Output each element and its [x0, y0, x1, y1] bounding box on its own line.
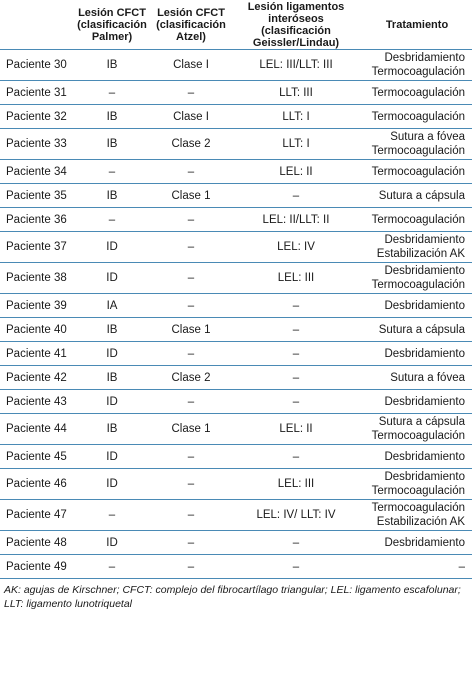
ligament-cell: LEL: II/LLT: II — [230, 208, 362, 232]
patient-cell: Paciente 43 — [0, 390, 72, 414]
table-header-row — [0, 0, 472, 50]
cfct-atzel-cell: – — [152, 555, 230, 579]
treatment-cell — [362, 81, 472, 105]
treatment-line: Termocoagulación — [371, 502, 465, 514]
treatment-cell — [362, 232, 472, 263]
table-footnote: AK: agujas de Kirschner; CFCT: complejo del fibrocartílago triangular; LEL: ligamento escafolunar; LLT: ligamento lunotriquetal — [4, 584, 461, 610]
table-row — [0, 366, 472, 390]
cfct-palmer-cell: – — [72, 81, 152, 105]
treatment-cell — [362, 469, 472, 500]
treatment-line: Termocoagulación — [371, 279, 465, 291]
header-line: Lesión CFCT — [78, 6, 146, 19]
table-row — [0, 342, 472, 366]
cfct-atzel-cell: – — [152, 531, 230, 555]
header-line: Geissler/Lindau) — [252, 36, 340, 49]
header-line: Palmer) — [91, 30, 133, 43]
treatment-cell — [362, 555, 472, 579]
ligament-cell: – — [230, 531, 362, 555]
treatment-cell — [362, 294, 472, 318]
ligament-cell: – — [230, 318, 362, 342]
table-row — [0, 129, 472, 160]
ligament-cell: LEL: IV/ LLT: IV — [230, 500, 362, 531]
ligament-cell: – — [230, 184, 362, 208]
table-row — [0, 555, 472, 579]
ligament-cell: LEL: II — [230, 414, 362, 445]
table-row — [0, 263, 472, 294]
table-row — [0, 105, 472, 129]
ligament-cell: – — [230, 294, 362, 318]
cfct-atzel-cell: – — [152, 500, 230, 531]
table-row — [0, 81, 472, 105]
treatment-cell — [362, 500, 472, 531]
treatment-line: Sutura a cápsula — [378, 189, 465, 202]
table-row — [0, 184, 472, 208]
cfct-atzel-cell: – — [152, 445, 230, 469]
treatment-line: Desbridamiento — [384, 347, 465, 360]
treatment-line: Desbridamiento — [384, 471, 465, 483]
patient-cell: Paciente 37 — [0, 232, 72, 263]
treatment-line: Desbridamiento — [384, 265, 465, 277]
cfct-atzel-cell: – — [152, 81, 230, 105]
cfct-atzel-cell: Clase 1 — [152, 414, 230, 445]
ligament-cell: – — [230, 342, 362, 366]
header-ligaments — [230, 0, 362, 50]
patient-cell: Paciente 34 — [0, 160, 72, 184]
header-line: Lesión ligamentos — [247, 0, 345, 13]
table-row — [0, 500, 472, 531]
cfct-atzel-cell: – — [152, 232, 230, 263]
table-row — [0, 318, 472, 342]
patient-cell: Paciente 47 — [0, 500, 72, 531]
header-line: (clasificación — [156, 18, 226, 31]
ligament-cell: LLT: I — [230, 129, 362, 160]
header-line: Lesión CFCT — [157, 6, 225, 19]
table-row — [0, 469, 472, 500]
cfct-atzel-cell: Clase 1 — [152, 184, 230, 208]
ligament-cell: LLT: I — [230, 105, 362, 129]
ligament-cell: LEL: III — [230, 263, 362, 294]
cfct-palmer-cell: ID — [72, 445, 152, 469]
header-line: Tratamiento — [385, 18, 449, 31]
patient-cell: Paciente 40 — [0, 318, 72, 342]
table-row — [0, 208, 472, 232]
table-row — [0, 414, 472, 445]
cfct-atzel-cell: Clase 2 — [152, 366, 230, 390]
header-cfct-palmer — [72, 0, 152, 50]
cfct-palmer-cell: – — [72, 555, 152, 579]
treatment-cell — [362, 390, 472, 414]
treatment-cell — [362, 50, 472, 81]
cfct-atzel-cell: – — [152, 342, 230, 366]
treatment-cell — [362, 129, 472, 160]
treatment-line: Sutura a fóvea — [390, 371, 465, 384]
patient-cell: Paciente 42 — [0, 366, 72, 390]
cfct-palmer-cell: IB — [72, 184, 152, 208]
ligament-cell: LLT: III — [230, 81, 362, 105]
treatment-line: Termocoagulación — [371, 213, 465, 226]
patient-cell: Paciente 48 — [0, 531, 72, 555]
cfct-atzel-cell: – — [152, 160, 230, 184]
ligament-cell: LEL: II — [230, 160, 362, 184]
ligament-cell: – — [230, 555, 362, 579]
cfct-palmer-cell: – — [72, 500, 152, 531]
treatment-line: Termocoagulación — [371, 66, 465, 78]
table-row — [0, 232, 472, 263]
header-line: (clasificación — [77, 18, 147, 31]
header-treatment — [362, 0, 472, 50]
cfct-atzel-cell: – — [152, 263, 230, 294]
ligament-cell: LEL: III/LLT: III — [230, 50, 362, 81]
treatment-line: Desbridamiento — [384, 52, 465, 64]
cfct-atzel-cell: – — [152, 294, 230, 318]
cfct-palmer-cell: IA — [72, 294, 152, 318]
cfct-palmer-cell: – — [72, 160, 152, 184]
cfct-palmer-cell: ID — [72, 469, 152, 500]
header-line: interóseos (clasificación — [261, 12, 331, 37]
ligament-cell: LEL: III — [230, 469, 362, 500]
table-row — [0, 294, 472, 318]
patient-cell: Paciente 44 — [0, 414, 72, 445]
cfct-palmer-cell: ID — [72, 263, 152, 294]
treatment-line: Termocoagulación — [371, 110, 465, 123]
treatment-line: Termocoagulación — [371, 86, 465, 99]
patient-cell: Paciente 33 — [0, 129, 72, 160]
treatment-cell — [362, 160, 472, 184]
cfct-atzel-cell: Clase I — [152, 50, 230, 81]
treatment-cell — [362, 531, 472, 555]
cfct-atzel-cell: – — [152, 390, 230, 414]
treatment-line: Desbridamiento — [384, 234, 465, 246]
treatment-line: Termocoagulación — [371, 430, 465, 442]
table-row — [0, 390, 472, 414]
cfct-atzel-cell: Clase I — [152, 105, 230, 129]
treatment-line: Desbridamiento — [384, 450, 465, 463]
cfct-atzel-cell: Clase 2 — [152, 129, 230, 160]
cfct-atzel-cell: – — [152, 469, 230, 500]
patient-cell: Paciente 45 — [0, 445, 72, 469]
cfct-palmer-cell: ID — [72, 531, 152, 555]
patient-cell: Paciente 31 — [0, 81, 72, 105]
cfct-atzel-cell: Clase 1 — [152, 318, 230, 342]
treatment-line: Termocoagulación — [371, 485, 465, 497]
treatment-line: Termocoagulación — [371, 165, 465, 178]
treatment-cell — [362, 105, 472, 129]
cfct-palmer-cell: IB — [72, 129, 152, 160]
header-line: Atzel) — [176, 30, 206, 43]
treatment-cell — [362, 342, 472, 366]
header-patient — [0, 0, 72, 50]
table-row — [0, 160, 472, 184]
treatment-cell — [362, 414, 472, 445]
treatment-cell — [362, 318, 472, 342]
header-cfct-atzel — [152, 0, 230, 50]
treatment-line: Estabilización AK — [376, 516, 465, 528]
patient-cell: Paciente 39 — [0, 294, 72, 318]
cfct-palmer-cell: IB — [72, 414, 152, 445]
cfct-palmer-cell: IB — [72, 50, 152, 81]
cfct-palmer-cell: IB — [72, 105, 152, 129]
table-row — [0, 50, 472, 81]
treatment-cell — [362, 263, 472, 294]
table-row — [0, 531, 472, 555]
treatment-line: Desbridamiento — [384, 395, 465, 408]
patient-cell: Paciente 46 — [0, 469, 72, 500]
patient-cell: Paciente 41 — [0, 342, 72, 366]
treatment-cell — [362, 366, 472, 390]
cfct-palmer-cell: IB — [72, 318, 152, 342]
patient-cell: Paciente 32 — [0, 105, 72, 129]
table-row — [0, 445, 472, 469]
cfct-palmer-cell: ID — [72, 390, 152, 414]
patient-cell: Paciente 38 — [0, 263, 72, 294]
patient-cell: Paciente 35 — [0, 184, 72, 208]
ligament-cell: – — [230, 366, 362, 390]
ligament-cell: LEL: IV — [230, 232, 362, 263]
treatment-line: Sutura a cápsula — [378, 416, 465, 428]
patient-cell: Paciente 36 — [0, 208, 72, 232]
treatment-line: Sutura a cápsula — [378, 323, 465, 336]
treatment-cell — [362, 208, 472, 232]
patient-cell: Paciente 30 — [0, 50, 72, 81]
treatment-line: Desbridamiento — [384, 299, 465, 312]
table-body — [0, 50, 472, 579]
cfct-palmer-cell: ID — [72, 342, 152, 366]
cfct-palmer-cell: – — [72, 208, 152, 232]
treatment-cell — [362, 184, 472, 208]
treatment-line: Estabilización AK — [376, 248, 465, 260]
treatment-line: – — [458, 560, 465, 573]
treatment-line: Termocoagulación — [371, 145, 465, 157]
ligament-cell: – — [230, 445, 362, 469]
treatment-line: Sutura a fóvea — [390, 131, 465, 143]
cfct-atzel-cell: – — [152, 208, 230, 232]
cfct-palmer-cell: ID — [72, 232, 152, 263]
ligament-cell: – — [230, 390, 362, 414]
patient-cell: Paciente 49 — [0, 555, 72, 579]
treatment-line: Desbridamiento — [384, 536, 465, 549]
treatment-cell — [362, 445, 472, 469]
cfct-palmer-cell: IB — [72, 366, 152, 390]
